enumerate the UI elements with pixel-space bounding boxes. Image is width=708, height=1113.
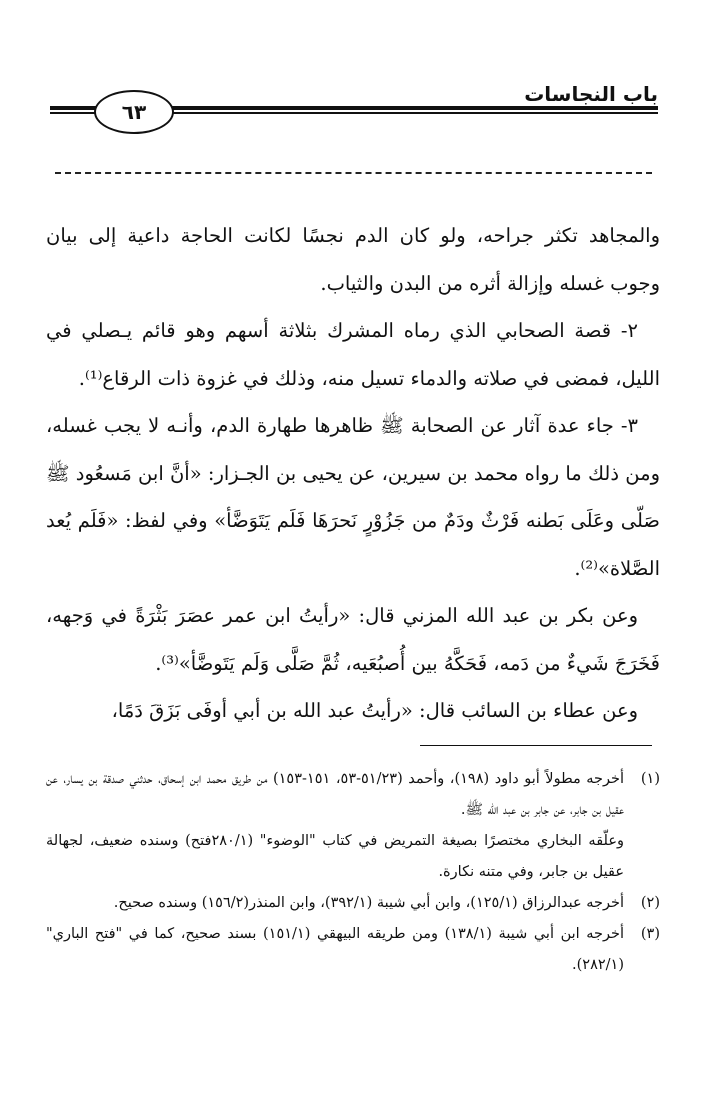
page-header (50, 78, 658, 134)
paragraph: ٢- قصة الصحابي الذي رماه المشرك بثلاثة أسهم وهو قائم يـصلي في الليل، فمضى في صلاته والدماء تسيل منه، وذلك في غزوة ذات الرقاع⁽¹⁾. (46, 319, 660, 390)
header-rule-left (50, 106, 96, 114)
paragraph: والمجاهد تكثر جراحه، ولو كان الدم نجسًا لكانت الحاجة داعية إلى بيان وجوب غسله وإزالة أثره من البدن والثياب. (46, 224, 660, 295)
header-rule-right (170, 106, 658, 114)
footnotes (46, 764, 660, 981)
footnote (46, 919, 660, 981)
footnote-number: (١) (640, 771, 661, 787)
paragraph: ٣- جاء عدة آثار عن الصحابة ﷺ ظاهرها طهارة الدم، وأنـه لا يجب غسله، ومن ذلك ما رواه محمد بن سيرين، عن يحيى بن الجـزار: «أنَّ ابن مَسعُود ﷺ صَلّى وعَلَى بَطنه فَرْثٌ ودَمٌ من جَزُوْرٍ نَحرَهَا فَلَم يَتَوَضَّأ» وفي لفظ: «فَلَم يُعد الصَّلاة»⁽²⁾. (46, 414, 660, 580)
page-number: ٦٣ (94, 90, 174, 134)
footnote-separator (420, 745, 652, 746)
main-text (46, 212, 660, 735)
paragraph: وعن عطاء بن السائب قال: «رأيتُ عبد الله بن أبي أوفَى بَزَقَ دَمًا، (111, 699, 638, 722)
footnote-text: أخرجه عبدالرزاق (١٢٥/١)، وابن أبي شيبة (٣٩٢/١)، وابن المنذر(١٥٦/٢) وسنده صحيح. (113, 895, 624, 911)
footnote (46, 888, 660, 919)
dashed-divider (55, 172, 652, 174)
footnote-text: وعلّقه البخاري مختصرًا بصيغة التمريض في كتاب "الوضوء" (٢٨٠/١فتح) وسنده ضعيف، لجهالة عقيل بن جابر، وفي متنه نكارة. (46, 833, 624, 880)
footnote-number: (٣) (640, 926, 661, 942)
footnote-number: (٢) (640, 895, 660, 911)
chapter-title: باب النجاسات (524, 82, 658, 106)
footnote (46, 764, 660, 826)
paragraph: وعن بكر بن عبد الله المزني قال: «رأيتُ ابن عمر عصَرَ بَثْرَةً في وَجهه، فَخَرَجَ شَيءٌ من دَمه، فَحَكَّهُ بين أُصبُعَيه، ثُمَّ صَلَّى وَلَم يَتَوضَّأ»⁽³⁾. (46, 604, 660, 675)
footnote-text: أخرجه مطولاً أبو داود (١٩٨)، وأحمد (٥١/٢٣-٥٣، ١٥١-١٥٣) من طريق محمد ابن إسحاق، حدثني صدقة بن يسار، عن عقيل بن جابر، عن جابر بن عبد الله ﷺ. (46, 771, 625, 818)
footnote-continuation (46, 826, 660, 888)
footnote-text: أخرجه ابن أبي شيبة (١٣٨/١) ومن طريقه البيهقي (١٥١/١) بسند صحيح، كما في "فتح الباري" (٢٨٢/١). (46, 926, 625, 973)
